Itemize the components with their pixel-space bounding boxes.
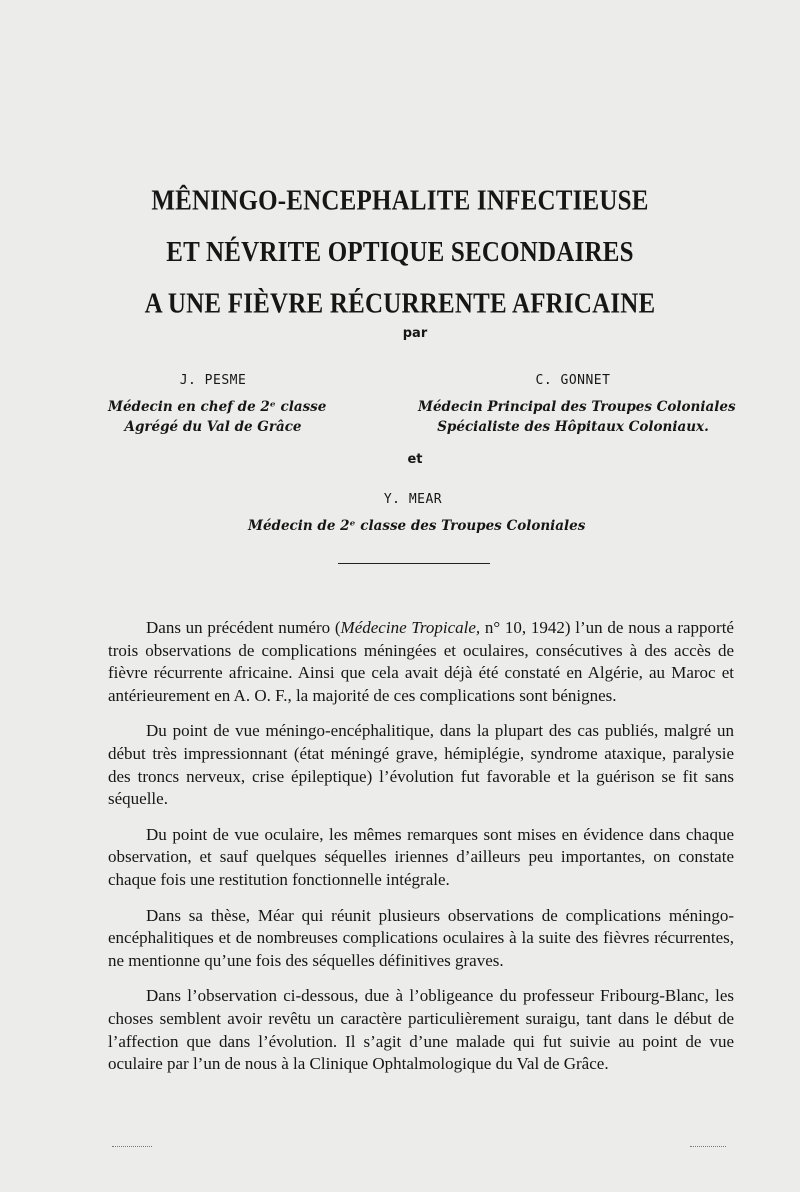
author-mear <box>248 490 586 536</box>
author-role: Médecin Principal des Troupes Coloniales <box>418 399 736 415</box>
byline-et: et <box>407 452 423 467</box>
byline-par: par <box>402 326 428 341</box>
paragraph-5: Dans l’observation ci-dessous, due à l’obligeance du professeur Fribourg-Blanc, les choses semblent avoir revêtu un caractère particulièrement suraigu, tant dans le début de l’affection que dans l’évolution. Il s’agit d’une malade qui fut suivie au point de vue oculaire par l’un de nous à la Clinique Ophtalmologique du Val de Grâce. <box>108 986 734 1074</box>
paragraph-3: Du point de vue oculaire, les mêmes remarques sont mises en évidence dans chaque observation, et sauf quelques séquelles iriennes d’ailleurs peu importantes, on constate chaque fois une restitution fonctionnelle intégrale. <box>108 824 734 889</box>
scan-speck <box>112 1146 152 1147</box>
article-body <box>108 617 734 1089</box>
journal-citation: Médecine Tropicale, <box>340 618 481 637</box>
author-role: Spécialiste des Hôpitaux Coloniaux. <box>437 419 709 435</box>
title-line-1: MÊNINGO-ENCEPHALITE INFECTIEUSE <box>151 186 649 217</box>
paragraph-2: Du point de vue méningo-encéphalitique, dans la plupart des cas publiés, malgré un début très impressionnant (état méningé grave, hémiplégie, syndrome ataxique, paralysie des troncs nerveux, crise épileptique) l’évolution fut favorable et la guérison se fit sans séquelle. <box>108 721 734 809</box>
paragraph-text: n° 10, 1942) l’un de nous a rapporté trois observations de complications méningées et oculaires, consécutives à des accès de fièvre récurrente africaine. Ainsi que cela avait déjà été constaté en Algérie, au Maroc et antérieurement en A. O. F., la majorité de ces complications sont bénignes. <box>108 618 734 705</box>
author-name: J. PESME <box>179 373 247 388</box>
title-line-2: ET NÉVRITE OPTIQUE SECONDAIRES <box>166 237 634 268</box>
scan-speck <box>690 1146 726 1147</box>
author-name: C. GONNET <box>535 373 611 388</box>
paragraph-1 <box>108 617 734 707</box>
author-role: Médecin de 2ᵉ classe des Troupes Coloniales <box>248 518 586 534</box>
author-role: Médecin en chef de 2ᵉ classe <box>108 399 327 415</box>
author-gonnet <box>418 371 736 437</box>
author-role: Agrégé du Val de Grâce <box>124 419 302 435</box>
title-line-3: A UNE FIÈVRE RÉCURRENTE AFRICAINE <box>144 289 656 320</box>
paragraph-4: Dans sa thèse, Méar qui réunit plusieurs observations de complications méningo-encéphalitiques et de nombreuses complications oculaires à la suite des fièvres récurrentes, ne mentionne qu’une fois des séquelles définitives graves. <box>108 905 734 970</box>
section-divider <box>338 563 490 564</box>
author-pesme <box>108 371 327 437</box>
paragraph-text: Dans un précédent numéro ( <box>146 618 341 637</box>
article-title <box>0 176 800 331</box>
author-name: Y. MEAR <box>383 492 443 507</box>
